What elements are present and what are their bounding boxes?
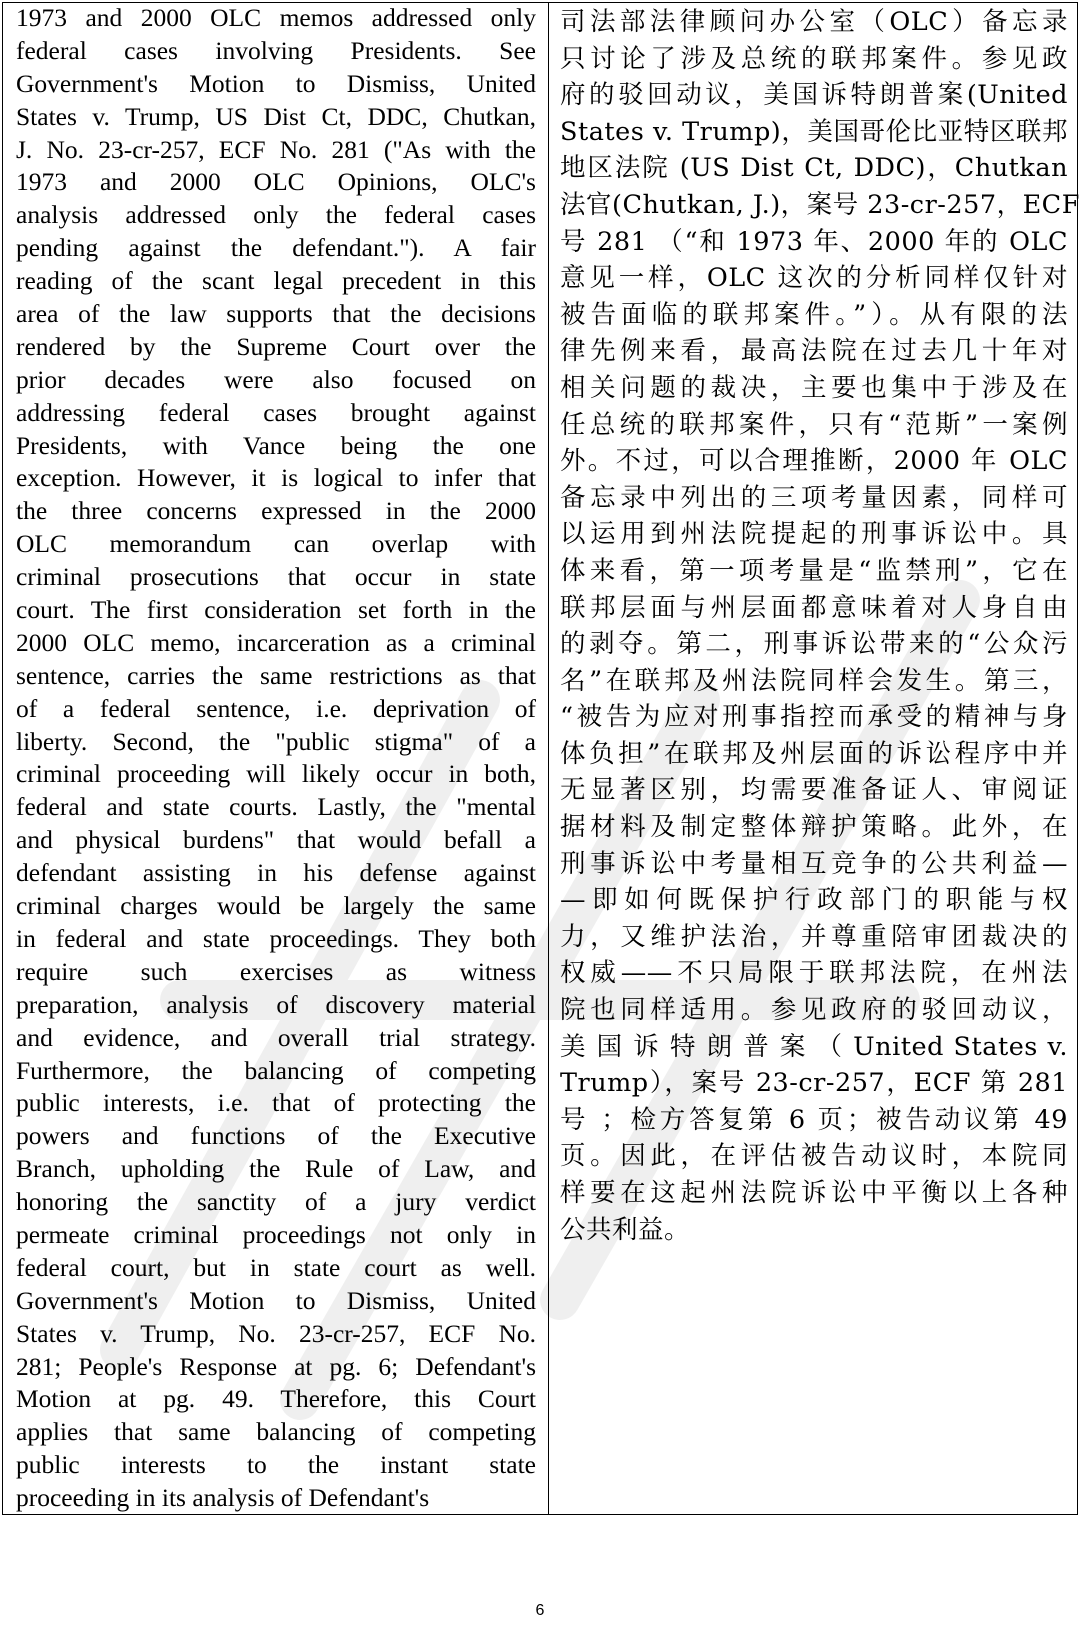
- english-text-line: criminal prosecutions that occur in state: [16, 562, 536, 592]
- english-text-line: Government's Motion to Dismiss, United: [16, 68, 536, 98]
- english-text-line: criminal proceeding will likely occur in both,: [16, 759, 536, 789]
- chinese-text-line: 名”在联邦及州法院同样会发生。第三，: [560, 665, 1068, 696]
- english-text-line: public interests, i.e. that of protecting the: [16, 1088, 536, 1118]
- english-text-line: Branch, upholding the Rule of Law, and: [16, 1154, 536, 1184]
- english-text-line: rendered by the Supreme Court over the: [16, 331, 536, 361]
- english-text-line: 1973 and 2000 OLC memos addressed only: [16, 3, 536, 32]
- english-text-line: federal and state courts. Lastly, the "mental: [16, 792, 536, 822]
- english-text-line: sentence, carries the same restrictions as that: [16, 660, 536, 690]
- english-text-line: federal cases involving Presidents. See: [16, 35, 536, 65]
- chinese-text-line: —即如何既保护行政部门的职能与权: [560, 885, 1068, 916]
- chinese-text-line: 司法部法律顾问办公室（OLC）备忘录: [560, 7, 1068, 37]
- chinese-text-line: 的剥夺。第二，刑事诉讼带来的“公众污: [560, 629, 1068, 660]
- english-text-line: pending against the defendant."). A fair: [16, 233, 536, 263]
- english-text-line: 2000 OLC memo, incarceration as a criminal: [16, 627, 536, 657]
- english-text-line: defendant assisting in his defense against: [16, 858, 536, 888]
- chinese-text-line: 号 ；检方答复第 6 页；被告动议第 49: [560, 1104, 1068, 1135]
- chinese-text-line: 只讨论了涉及总统的联邦案件。参见政: [560, 43, 1068, 74]
- english-text-line: analysis addressed only the federal cases: [16, 200, 536, 230]
- chinese-text-line: 院也同样适用。参见政府的驳回动议，: [560, 995, 1068, 1026]
- chinese-text-line: 律先例来看，最高法院在过去几十年对: [560, 336, 1068, 367]
- english-text-line: Motion at pg. 49. Therefore, this Court: [16, 1384, 536, 1414]
- chinese-text-line: 页。因此，在评估被告动议时，本院同: [560, 1141, 1068, 1172]
- english-text-line: and physical burdens" that would befall a: [16, 825, 536, 855]
- english-text-line: reading of the scant legal precedent in this: [16, 266, 536, 296]
- english-text-line: addressing federal cases brought against: [16, 397, 536, 427]
- english-text-line: and evidence, and overall trial strategy.: [16, 1022, 536, 1052]
- chinese-text-line: 府的驳回动议，美国诉特朗普案(United: [560, 80, 1068, 111]
- chinese-column: [560, 4, 1080, 1248]
- chinese-text-line: 权威——不只局限于联邦法院，在州法: [560, 958, 1068, 989]
- english-text-line: powers and functions of the Executive: [16, 1121, 536, 1151]
- english-text-line: Presidents, with Vance being the one: [16, 430, 536, 460]
- english-text-line: 281; People's Response at pg. 6; Defendant's: [16, 1351, 536, 1381]
- chinese-text-line: 据材料及制定整体辩护策略。此外，在: [560, 812, 1068, 843]
- page-number: 6: [535, 1602, 545, 1619]
- chinese-text-line: “被告为应对刑事指控而承受的精神与身: [560, 702, 1068, 733]
- chinese-text-line: 备忘录中列出的三项考量因素，同样可: [560, 482, 1068, 513]
- english-text-line: the three concerns expressed in the 2000: [16, 496, 536, 526]
- english-text-line: prior decades were also focused on: [16, 364, 536, 394]
- column-divider: [548, 2, 549, 1515]
- english-text-line: OLC memorandum can overlap with: [16, 529, 536, 559]
- chinese-text-line: 被告面临的联邦案件。”）。从有限的法: [560, 299, 1068, 330]
- chinese-text-line: 任总统的联邦案件，只有“范斯”一案例: [560, 409, 1068, 440]
- english-text-line: area of the law supports that the decisions: [16, 299, 536, 329]
- chinese-text-line: 公共利益。: [560, 1214, 691, 1245]
- chinese-text-line: 美 国 诉 特 朗 普 案 （ United States v.: [560, 1031, 1068, 1062]
- english-column: [16, 2, 536, 1515]
- chinese-text-line: 样要在这起州法院诉讼中平衡以上各种: [560, 1178, 1068, 1208]
- chinese-text-line: 地区法院 (US Dist Ct, DDC)，Chutkan: [560, 153, 1068, 184]
- english-text-line: of a federal sentence, i.e. deprivation of: [16, 693, 536, 723]
- chinese-text-line: 体来看，第一项考量是“监禁刑”，它在: [560, 555, 1068, 586]
- english-text-line: Furthermore, the balancing of competing: [16, 1055, 536, 1085]
- english-text-line: proceeding in its analysis of Defendant's: [16, 1483, 430, 1513]
- chinese-text-line: 相关问题的裁决，主要也集中于涉及在: [560, 372, 1068, 403]
- english-text-line: applies that same balancing of competing: [16, 1417, 536, 1447]
- chinese-text-line: 刑事诉讼中考量相互竞争的公共利益—: [560, 848, 1068, 879]
- english-text-line: honoring the sanctity of a jury verdict: [16, 1187, 536, 1217]
- english-text-line: permeate criminal proceedings not only in: [16, 1219, 536, 1249]
- english-text-line: States v. Trump, No. 23-cr-257, ECF No.: [16, 1318, 536, 1348]
- chinese-text-line: 法官(Chutkan, J.)，案号 23-cr-257，ECF: [560, 189, 1080, 220]
- english-text-line: in federal and state proceedings. They both: [16, 923, 536, 953]
- english-text-line: federal court, but in state court as well.: [16, 1252, 536, 1282]
- english-text-line: public interests to the instant state: [16, 1450, 536, 1480]
- english-text-line: criminal charges would be largely the same: [16, 891, 536, 921]
- chinese-text-line: 无显著区别，均需要准备证人、审阅证: [560, 775, 1068, 806]
- english-text-line: 1973 and 2000 OLC Opinions, OLC's: [16, 167, 536, 197]
- chinese-text-line: States v. Trump)，美国哥伦比亚特区联邦: [560, 116, 1068, 147]
- english-text-line: J. No. 23-cr-257, ECF No. 281 ("As with the: [16, 134, 536, 164]
- english-text-line: Government's Motion to Dismiss, United: [16, 1285, 536, 1315]
- chinese-text-line: 意见一样，OLC 这次的分析同样仅针对: [560, 263, 1068, 294]
- english-text-line: court. The first consideration set forth in the: [16, 595, 536, 625]
- chinese-text-line: 号 281 （“和 1973 年、2000 年的 OLC: [560, 226, 1068, 257]
- chinese-text-line: 体负担”在联邦及州层面的诉讼程序中并: [560, 738, 1068, 769]
- chinese-text-line: 以运用到州法院提起的刑事诉讼中。具: [560, 519, 1068, 550]
- english-text-line: preparation, analysis of discovery material: [16, 989, 536, 1019]
- english-text-line: liberty. Second, the "public stigma" of a: [16, 726, 536, 756]
- english-text-line: States v. Trump, US Dist Ct, DDC, Chutkan,: [16, 101, 536, 131]
- chinese-text-line: 力，又维护法治，并尊重陪审团裁决的: [560, 921, 1068, 952]
- english-text-line: exception. However, it is logical to infer that: [16, 463, 536, 493]
- chinese-text-line: 外。不过，可以合理推断，2000 年 OLC: [560, 446, 1068, 477]
- english-text-line: require such exercises as witness: [16, 956, 536, 986]
- chinese-text-line: 联邦层面与州层面都意味着对人身自由: [560, 592, 1068, 623]
- chinese-text-line: Trump），案号 23-cr-257，ECF 第 281: [560, 1068, 1068, 1099]
